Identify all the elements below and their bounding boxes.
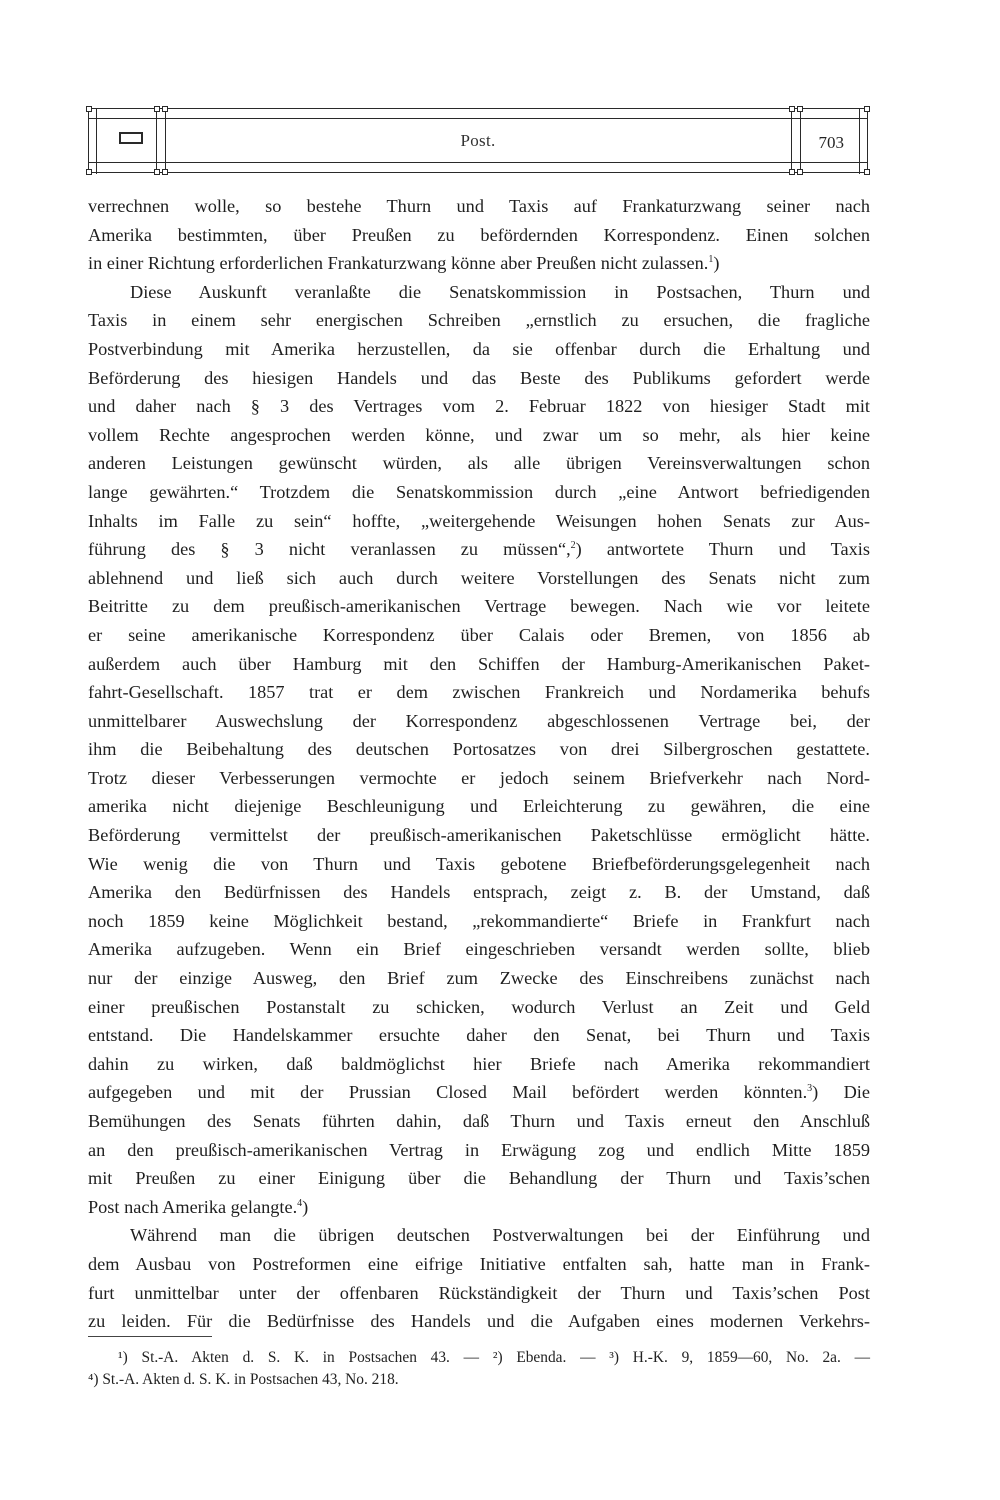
- footnote-rule: [88, 1336, 212, 1337]
- text-line: [88, 821, 870, 850]
- text-line: [88, 1021, 870, 1050]
- text-line: [88, 306, 870, 335]
- line-text: Amerika bestimmten, über Preußen zu befördernden Korrespondenz. Einen solchen: [88, 224, 870, 245]
- footnote-marker: 3: [807, 1083, 813, 1095]
- running-head-title: Post.: [460, 131, 496, 150]
- text-line: [88, 650, 870, 679]
- line-text: Inhalts im Falle zu sein“ hoffte, „weitergehende Weisungen hohen Senats zur Aus-: [88, 510, 870, 531]
- header-corner-node: [789, 169, 795, 175]
- line-text: und daher nach § 3 des Vertrages vom 2. Februar 1822 von hiesiger Stadt mit: [88, 396, 870, 417]
- header-corner-node: [154, 106, 160, 112]
- text-line: [88, 707, 870, 736]
- text-line: [88, 764, 870, 793]
- header-corner-node: [789, 106, 795, 112]
- footnote-marker: 4: [297, 1197, 303, 1209]
- line-text: entstand. Die Handelskammer ersuchte daher den Senat, bei Thurn und Taxis: [88, 1025, 870, 1046]
- header-corner-node: [864, 169, 870, 175]
- header-corner-node: [86, 106, 92, 112]
- text-line: [88, 1078, 870, 1107]
- running-head: [88, 108, 868, 174]
- text-line: [88, 535, 870, 564]
- footnote-marker: 1: [708, 254, 714, 266]
- text-line: [88, 935, 870, 964]
- line-text: furt unmittelbar unter der offenbaren Rückständigkeit der Thurn und Taxis’schen Post: [88, 1282, 870, 1303]
- text-line: [88, 621, 870, 650]
- footnotes: [88, 1347, 870, 1391]
- line-text: Postverbindung mit Amerika herzustellen, da sie offenbar durch die Erhaltung und: [88, 338, 870, 359]
- line-text-continued: Die: [818, 1082, 870, 1103]
- text-line: [88, 1193, 870, 1222]
- text-line: [88, 964, 870, 993]
- text-line: [88, 1050, 870, 1079]
- header-corner-node: [154, 169, 160, 175]
- header-corner-node: [864, 106, 870, 112]
- text-line: [88, 249, 870, 278]
- line-text: Beitritte zu dem preußisch-amerikanischen Vertrage bewegen. Nach wie vor leitete: [88, 596, 870, 617]
- header-rule-top: [88, 108, 868, 109]
- line-text: zu leiden. Für die Bedürfnisse des Handels und die Aufgaben eines modernen Verkehrs-: [88, 1311, 870, 1332]
- line-text: aufgegeben und mit der Prussian Closed Mail befördert werden könnten.: [88, 1082, 808, 1103]
- text-line: [88, 1250, 870, 1279]
- header-rule-top-inner: [88, 118, 868, 119]
- text-line: [88, 392, 870, 421]
- line-text: lange gewährten.“ Trotzdem die Senatskommission durch „eine Antwort befriedigenden: [88, 481, 870, 502]
- line-text: Wie wenig die von Thurn und Taxis gebotene Briefbeförderungsgelegenheit nach: [88, 853, 870, 874]
- footnote-marker-paren: ): [812, 1082, 819, 1103]
- text-line: [88, 993, 870, 1022]
- footnote: ⁴) St.-A. Akten d. S. K. in Postsachen 43, No. 218.: [88, 1371, 399, 1388]
- header-corner-node: [86, 169, 92, 175]
- line-text: führung des § 3 nicht veranlassen zu müssen“,: [88, 539, 571, 560]
- text-line: [88, 421, 870, 450]
- text-line: [88, 850, 870, 879]
- line-text: er seine amerikanische Korrespondenz über Calais oder Bremen, von 1856 ab: [88, 624, 870, 645]
- line-text-continued: antwortete Thurn und Taxis: [581, 539, 870, 560]
- line-text: nur der einzige Ausweg, den Brief zum Zwecke des Einschreibens zunächst nach: [88, 968, 870, 989]
- header-corner-node: [162, 106, 168, 112]
- text-line: [88, 364, 870, 393]
- line-text: noch 1859 keine Möglichkeit bestand, „rekommandierte“ Briefe in Frankfurt nach: [88, 910, 870, 931]
- footnote-marker-paren: ): [575, 539, 582, 560]
- line-text: Während man die übrigen deutschen Postverwaltungen bei der Einführung und: [130, 1225, 870, 1246]
- text-line: [88, 1136, 870, 1165]
- line-text: ablehnend und ließ sich auch durch weitere Vorstellungen des Senats nicht zum: [88, 567, 870, 588]
- text-line: [88, 564, 870, 593]
- line-text: Beförderung des hiesigen Handels und das Beste des Publikums gefordert werde: [88, 367, 870, 388]
- line-text: in einer Richtung erforderlichen Frankaturzwang könne aber Preußen nicht zulassen.: [88, 253, 709, 274]
- header-rule-bottom-inner: [88, 162, 868, 163]
- line-text: an den preußisch-amerikanischen Vertrag in Erwägung zog und endlich Mitte 1859: [88, 1139, 870, 1160]
- text-line: [88, 907, 870, 936]
- text-line: [88, 478, 870, 507]
- text-line: [88, 792, 870, 821]
- line-text: amerika nicht diejenige Beschleunigung und Erleichterung zu gewähren, die eine: [88, 796, 870, 817]
- text-line: [88, 592, 870, 621]
- header-corner-node: [797, 106, 803, 112]
- line-text: Amerika den Bedürfnissen des Handels entsprach, zeigt z. B. der Umstand, daß: [88, 882, 870, 903]
- text-line: [88, 1307, 870, 1336]
- line-text: einer preußischen Postanstalt zu schicken, wodurch Verlust an Zeit und Geld: [88, 996, 870, 1017]
- page-number: 703: [818, 133, 844, 152]
- text-line: [88, 278, 870, 307]
- footnote-marker: 2: [570, 540, 576, 552]
- line-text: Taxis in einem sehr energischen Schreiben „ernstlich zu ersuchen, die fragliche: [88, 310, 870, 331]
- line-text: anderen Leistungen gewünscht würden, als alle übrigen Vereinsverwaltungen schon: [88, 453, 870, 474]
- text-line: [88, 1164, 870, 1193]
- text-line: [88, 192, 870, 221]
- line-text: Amerika aufzugeben. Wenn ein Brief eingeschrieben versandt werden sollte, blieb: [88, 939, 870, 960]
- line-text: verrechnen wolle, so bestehe Thurn und Taxis auf Frankaturzwang seiner nach: [88, 196, 870, 216]
- line-text: unmittelbarer Auswechslung der Korrespondenz abgeschlossenen Vertrage bei, der: [88, 710, 870, 731]
- header-rule-bottom: [88, 172, 868, 173]
- line-text: Bemühungen des Senats führten dahin, daß Thurn und Taxis erneut den Anschluß: [88, 1111, 870, 1131]
- text-line: [88, 878, 870, 907]
- text-line: [88, 678, 870, 707]
- footnote: ¹) St.-A. Akten d. S. K. in Postsachen 43. — ²) Ebenda. — ³) H.-K. 9, 1859—60, No. 2a. —: [118, 1349, 870, 1366]
- text-line: [88, 221, 870, 250]
- line-text: Diese Auskunft veranlaßte die Senatskommission in Postsachen, Thurn und: [130, 281, 870, 302]
- text-line: [88, 449, 870, 478]
- text-line: [88, 507, 870, 536]
- line-text: ihm die Beibehaltung des deutschen Portosatzes von drei Silbergroschen gestattete.: [88, 739, 870, 760]
- footnote-marker-paren: ): [302, 1196, 309, 1217]
- line-text: Beförderung vermittelst der preußisch-amerikanischen Paketschlüsse ermöglicht hätte.: [88, 825, 870, 846]
- line-text: außerdem auch über Hamburg mit den Schiffen der Hamburg-Amerikanischen Paket-: [88, 653, 870, 674]
- text-line: [88, 1279, 870, 1308]
- footnote-marker-paren: ): [713, 253, 720, 274]
- text-line: [88, 335, 870, 364]
- line-text: dem Ausbau von Postreformen eine eifrige Initiative entfalten sah, hatte man in Frank-: [88, 1253, 870, 1274]
- line-text: mit Preußen zu einer Einigung über die Behandlung der Thurn und Taxis’schen: [88, 1168, 870, 1189]
- text-line: [88, 1107, 870, 1136]
- line-text: fahrt-Gesellschaft. 1857 trat er dem zwischen Frankreich und Nordamerika behufs: [88, 682, 870, 703]
- text-line: [88, 1221, 870, 1250]
- body-text: [88, 192, 870, 1336]
- line-text: Trotz dieser Verbesserungen vermochte er jedoch seinem Briefverkehr nach Nord-: [88, 767, 870, 788]
- line-text: dahin zu wirken, daß baldmöglichst hier Briefe nach Amerika rekommandiert: [88, 1053, 870, 1074]
- header-corner-node: [797, 169, 803, 175]
- header-corner-node: [162, 169, 168, 175]
- line-text: Post nach Amerika gelangte.: [88, 1196, 298, 1217]
- text-line: [88, 735, 870, 764]
- line-text: vollem Rechte angesprochen werden könne, und zwar um so mehr, als hier keine: [88, 424, 870, 445]
